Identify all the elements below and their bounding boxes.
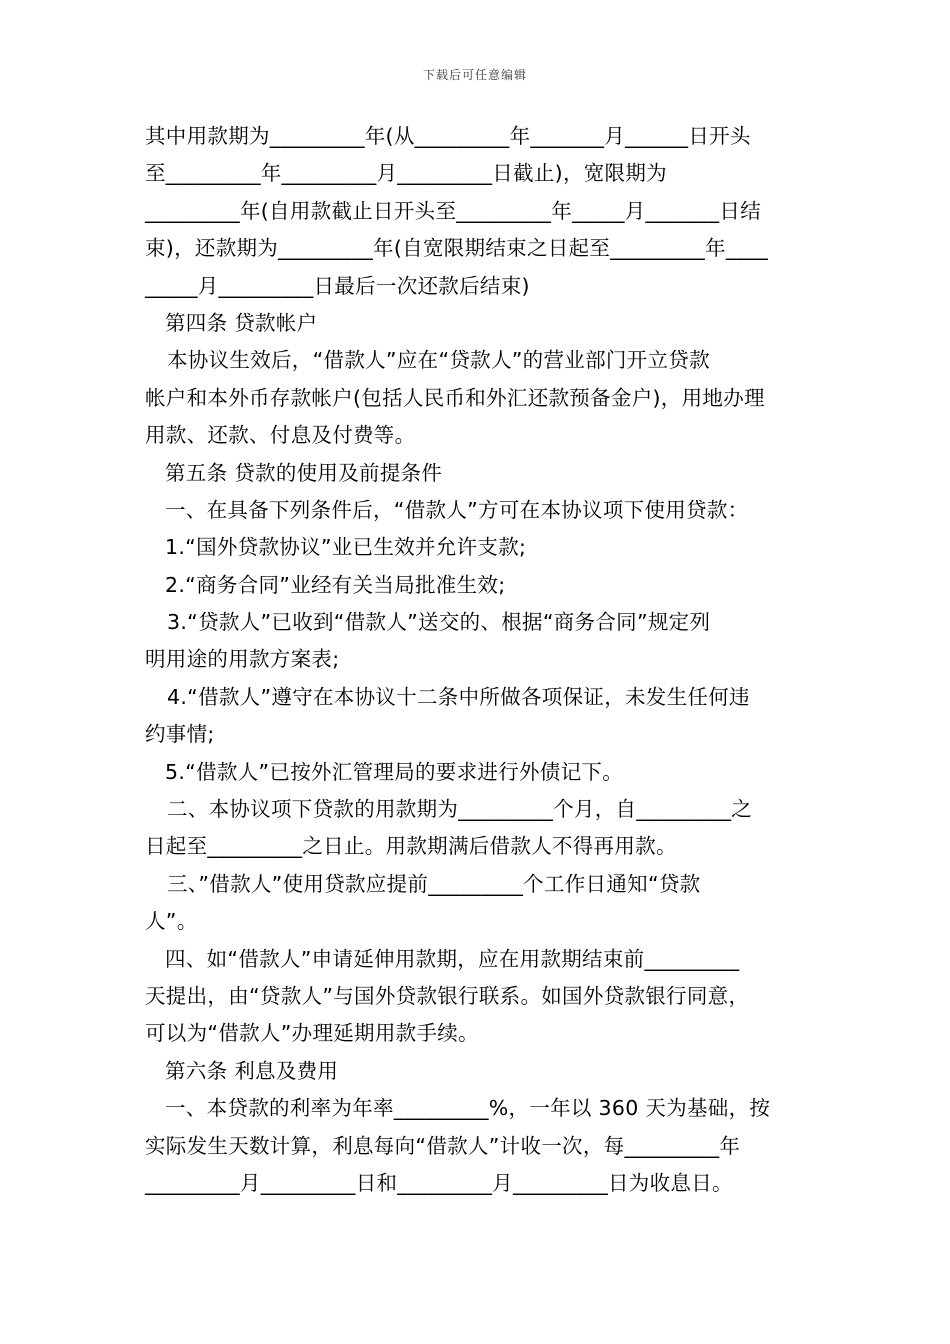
body-line: 帐户和本外币存款帐户(包括人民币和外汇还款预备金户)，用地办理 [145,385,765,410]
list-item: 3.“贷款人”已收到“借款人”送交的、根据“商务合同”规定列 [167,610,711,635]
page-header-note: 下载后可任意编辑 [422,68,527,82]
section-heading: 第五条 贷款的使用及前提条件 [165,460,443,485]
body-line: 至_________年_________月_________日截止)，宽限期为 [145,161,667,186]
body-line: 本协议生效后，“借款人”应在“贷款人”的营业部门开立贷款 [167,348,710,373]
body-line: 一、本贷款的利率为年率_________%，一年以 360 天为基础，按 [165,1096,771,1121]
list-item: 2.“商务合同”业经有关当局批准生效; [165,572,506,597]
body-line: 实际发生天数计算，利息每向“借款人”计收一次，每_________年 [145,1133,741,1158]
body-line: _________年(自用款截止日开头至_________年_____月_______日结 [145,198,761,223]
section-heading: 第六条 利息及费用 [165,1058,339,1083]
body-line: _________月_________日和_________月_________日为收息日。 [145,1170,733,1195]
section-heading: 第四条 贷款帐户 [165,310,318,335]
body-line: 四、如“借款人”申请延伸用款期，应在用款期结束前_________ [165,946,740,971]
body-line: 其中用款期为_________年(从_________年_______月______日开头 [145,124,751,148]
body-line: 约事情; [145,722,215,747]
list-item: 4.“借款人”遵守在本协议十二条中所做各项保证，未发生任何违 [167,684,750,709]
body-line: 一、在具备下列条件后，“借款人”方可在本协议项下使用贷款： [165,497,749,522]
body-line: _____月_________日最后一次还款后结束) [145,273,530,298]
body-line: 天提出，由“贷款人”与国外贷款银行联系。如国外贷款银行同意， [145,983,750,1008]
body-line: 可以为“借款人”办理延期用款手续。 [145,1021,479,1046]
body-line: 三、”借款人”使用贷款应提前_________个工作日通知“贷款 [167,871,701,896]
body-line: 二、本协议项下贷款的用款期为_________个月，自_________之 [167,797,753,822]
list-item: 1.“国外贷款协议”业已生效并允许支款; [165,535,527,560]
list-item: 5.“借款人”已按外汇管理局的要求进行外债记下。 [165,759,623,784]
body-line: 束)，还款期为_________年(自宽限期结束之日起至_________年____ [145,236,769,261]
body-line: 用款、还款、付息及付费等。 [145,423,416,448]
body-line: 明用途的用款方案表; [145,647,340,672]
document-body [145,118,825,1202]
body-line: 人”。 [145,909,198,934]
body-line: 日起至_________之日止。用款期满后借款人不得再用款。 [145,834,677,859]
